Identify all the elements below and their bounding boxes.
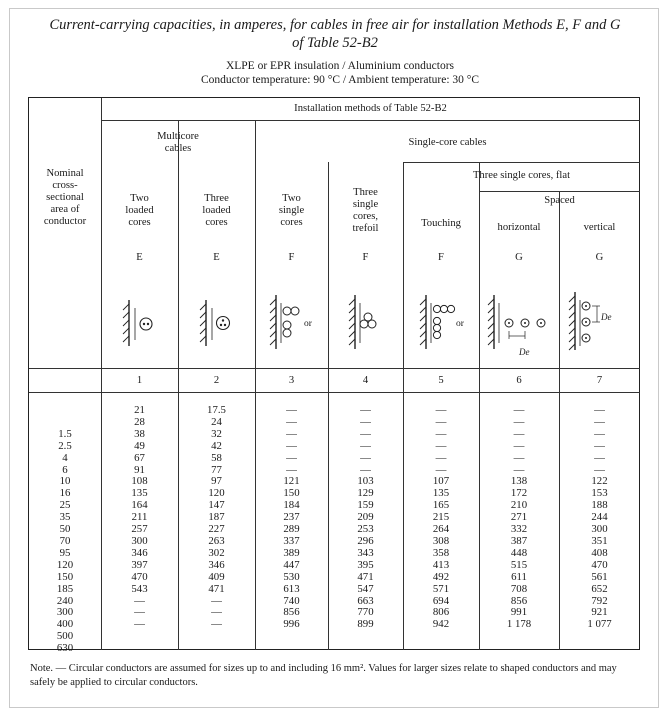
- table-cell: 21: [134, 404, 145, 416]
- table-cell: —: [594, 427, 605, 440]
- table-cell: 2.5: [58, 439, 72, 452]
- table-cell: —: [435, 427, 447, 440]
- table-cell: 708: [510, 582, 528, 595]
- table-cell: —: [513, 463, 525, 476]
- table-cell: 337: [283, 534, 300, 547]
- col2-heading: Three loaded cores: [202, 193, 231, 228]
- table-cell: 24: [211, 415, 222, 428]
- table-cell: 358: [432, 546, 450, 559]
- table-cell: 770: [357, 606, 374, 619]
- col3-values: [255, 405, 328, 631]
- title-line-2: of Table 52-B2: [292, 35, 378, 51]
- table-cell: 471: [357, 570, 374, 583]
- table-cell: 1 178: [506, 618, 532, 631]
- table-cell: 387: [510, 534, 528, 547]
- table-cell: 561: [591, 570, 608, 583]
- table-cell: —: [360, 463, 371, 476]
- table-cell: 663: [357, 594, 374, 607]
- table-cell: 70: [59, 534, 71, 547]
- table-cell: 1 077: [587, 618, 612, 631]
- table-cell: 613: [283, 582, 300, 595]
- table-cell: 856: [510, 594, 528, 607]
- col6-number: 6: [516, 375, 522, 386]
- col1-number: 1: [136, 375, 143, 386]
- table-cell: —: [435, 439, 447, 452]
- col4-values: [328, 405, 403, 631]
- table-cell: 209: [357, 511, 374, 524]
- table-cell: —: [360, 439, 371, 452]
- table-cell: —: [286, 415, 297, 428]
- singlecore-heading: Single-core cables: [408, 137, 487, 148]
- table-cell: —: [594, 415, 605, 428]
- diagram-multicore-two-icon: [119, 296, 159, 348]
- table-cell: 346: [208, 558, 225, 571]
- table-cell: 150: [56, 570, 74, 583]
- title-line-1: Current-carrying capacities, in amperes, for cables in free air for installation Methods E, F and G: [49, 17, 621, 33]
- table-cell: 28: [134, 415, 145, 428]
- three-flat-heading: Three single cores, flat: [472, 170, 571, 181]
- table-cell: 215: [432, 511, 450, 524]
- table-cell: 50: [59, 523, 71, 536]
- table-cell: 188: [591, 499, 608, 512]
- table-cell: 184: [283, 499, 300, 512]
- rule-methods: [101, 120, 640, 121]
- table-cell: 694: [432, 594, 450, 607]
- table-cell: 211: [131, 511, 148, 524]
- table-cell: 543: [131, 582, 148, 595]
- rule-three-flat: [403, 162, 640, 163]
- diagram-or-label-5: or: [456, 319, 464, 329]
- rule-header-bottom: [29, 368, 640, 369]
- table-cell: 185: [56, 582, 74, 595]
- table-cell: 150: [283, 487, 300, 500]
- table-cell: —: [360, 427, 371, 440]
- diagram-or-label-3: or: [304, 319, 312, 329]
- table-cell: 296: [357, 534, 374, 547]
- table-cell: 332: [510, 523, 528, 536]
- table-cell: —: [286, 404, 297, 416]
- table-cell: —: [594, 439, 605, 452]
- table-cell: 300: [131, 534, 148, 547]
- table-cell: 135: [432, 487, 450, 500]
- table-cell: 289: [283, 523, 300, 536]
- table-cell: 308: [432, 534, 450, 547]
- table-cell: 16: [59, 487, 71, 500]
- col4-method: F: [362, 252, 369, 263]
- table-cell: 500: [56, 630, 74, 643]
- table-cell: 942: [432, 618, 450, 631]
- table-cell: 121: [283, 475, 300, 488]
- table-cell: 470: [591, 558, 608, 571]
- table-cell: 740: [283, 594, 300, 607]
- table-cell: —: [513, 439, 525, 452]
- table-cell: 237: [283, 511, 300, 524]
- col3-number: 3: [288, 375, 295, 386]
- table-cell: —: [594, 451, 605, 464]
- diagram-de-label-7: De: [601, 312, 612, 322]
- table-cell: 172: [510, 487, 528, 500]
- table-cell: 49: [134, 439, 145, 452]
- table-cell: 257: [131, 523, 148, 536]
- table-cell: 77: [211, 463, 222, 476]
- table-cell: 253: [357, 523, 374, 536]
- temperature-info: Conductor temperature: 90 °C / Ambient temperature: 30 °C: [200, 74, 480, 86]
- capacity-table: [28, 97, 640, 655]
- table-cell: 470: [131, 570, 148, 583]
- table-cell: 42: [211, 439, 222, 452]
- table-cell: —: [134, 618, 145, 631]
- col2-number: 2: [213, 375, 220, 386]
- table-title: [20, 16, 650, 52]
- diagram-multicore-three-icon: [196, 296, 236, 348]
- table-cell: —: [513, 451, 525, 464]
- table-cell: —: [594, 463, 605, 476]
- table-cell: 210: [510, 499, 528, 512]
- multicore-heading: Multicore cables: [157, 131, 199, 154]
- size-values: [29, 429, 101, 655]
- col1-method: E: [136, 252, 143, 263]
- table-cell: 530: [283, 570, 300, 583]
- table-cell: 138: [510, 475, 528, 488]
- table-cell: —: [435, 451, 447, 464]
- col6-values: [479, 405, 559, 631]
- table-cell: —: [435, 415, 447, 428]
- table-cell: 1.5: [58, 427, 72, 440]
- col5-number: 5: [438, 375, 444, 386]
- col3-method: F: [288, 252, 295, 263]
- table-cell: 67: [134, 451, 145, 464]
- table-cell: 395: [357, 558, 374, 571]
- table-cell: 32: [211, 427, 222, 440]
- table-cell: —: [134, 594, 145, 607]
- table-cell: —: [594, 404, 605, 416]
- table-cell: 471: [208, 582, 225, 595]
- table-cell: 343: [357, 546, 374, 559]
- table-cell: 120: [56, 558, 74, 571]
- table-cell: 165: [432, 499, 450, 512]
- table-cell: 409: [208, 570, 225, 583]
- table-cell: 97: [211, 475, 222, 488]
- col4-number: 4: [362, 375, 369, 386]
- table-cell: 147: [208, 499, 225, 512]
- table-cell: 227: [208, 523, 225, 536]
- table-cell: —: [211, 594, 222, 607]
- col7-heading: vertical: [583, 222, 616, 233]
- table-cell: 448: [510, 546, 528, 559]
- table-cell: 4: [62, 451, 68, 464]
- table-cell: 38: [134, 427, 145, 440]
- spaced-heading: Spaced: [544, 195, 575, 206]
- table-cell: 547: [357, 582, 374, 595]
- table-cell: —: [286, 451, 297, 464]
- table-cell: —: [435, 463, 447, 476]
- table-cell: —: [513, 415, 525, 428]
- table-cell: 856: [283, 606, 300, 619]
- table-cell: —: [286, 463, 297, 476]
- col7-number: 7: [596, 375, 603, 386]
- table-cell: 611: [511, 570, 527, 583]
- table-cell: 187: [208, 511, 225, 524]
- col4-heading: Three single cores, trefoil: [352, 187, 379, 234]
- table-cell: 996: [283, 618, 300, 631]
- col1-values: [101, 405, 178, 631]
- table-cell: 58: [211, 451, 222, 464]
- col7-method: G: [595, 252, 604, 263]
- col1-heading: Two loaded cores: [125, 193, 154, 228]
- table-cell: 492: [432, 570, 450, 583]
- table-cell: —: [286, 439, 297, 452]
- table-cell: 240: [56, 594, 74, 607]
- table-cell: 264: [432, 523, 450, 536]
- table-cell: 159: [357, 499, 374, 512]
- table-cell: 792: [591, 594, 608, 607]
- table-cell: 571: [432, 582, 450, 595]
- table-cell: 271: [510, 511, 528, 524]
- table-cell: 806: [432, 606, 450, 619]
- table-cell: 413: [432, 558, 450, 571]
- size-column: [29, 405, 101, 679]
- table-cell: 244: [591, 511, 608, 524]
- insulation-info: XLPE or EPR insulation / Aluminium conductors: [225, 60, 455, 72]
- table-cell: 351: [591, 534, 608, 547]
- table-cell: 17.5: [207, 404, 226, 416]
- table-cell: —: [360, 415, 371, 428]
- table-cell: —: [513, 427, 525, 440]
- table-cell: 153: [591, 487, 608, 500]
- table-cell: 400: [56, 618, 74, 631]
- col6-heading: horizontal: [497, 222, 541, 233]
- table-cell: —: [360, 404, 371, 416]
- table-cell: 35: [59, 511, 71, 524]
- table-cell: —: [435, 404, 447, 416]
- table-note: Note. — Circular conductors are assumed for sizes up to and including 16 mm². Values for larger sizes relate to shaped conductors and may safely be applied to circular conductors.: [30, 663, 617, 688]
- methods-heading: Installation methods of Table 52-B2: [294, 103, 447, 114]
- table-cell: 515: [510, 558, 528, 571]
- table-cell: 263: [208, 534, 225, 547]
- col7-values: [559, 405, 640, 631]
- rule-numbers: [29, 392, 640, 393]
- table-cell: 164: [131, 499, 148, 512]
- table-cell: 122: [591, 475, 608, 488]
- table-cell: —: [211, 618, 222, 631]
- table-cell: 120: [208, 487, 225, 500]
- table-cell: —: [134, 606, 145, 619]
- diagram-de-label-6: De: [519, 347, 530, 357]
- table-cell: 95: [59, 546, 71, 559]
- table-cell: 103: [357, 475, 374, 488]
- table-cell: 447: [283, 558, 300, 571]
- nominal-heading: Nominal cross- sectional area of conductor: [43, 168, 87, 227]
- table-cell: 6: [62, 463, 68, 476]
- table-cell: 302: [208, 546, 225, 559]
- table-cell: 91: [134, 463, 145, 476]
- col6-method: G: [515, 252, 523, 263]
- table-cell: 397: [131, 558, 148, 571]
- table-cell: —: [286, 427, 297, 440]
- table-cell: 25: [59, 499, 71, 512]
- col5-method: F: [438, 252, 444, 263]
- table-cell: 108: [131, 475, 148, 488]
- table-cell: —: [513, 404, 525, 416]
- table-cell: 10: [59, 475, 71, 488]
- table-cell: —: [211, 606, 222, 619]
- col2-method: E: [213, 252, 220, 263]
- table-cell: —: [360, 451, 371, 464]
- table-cell: 300: [56, 606, 74, 619]
- table-cell: 389: [283, 546, 300, 559]
- table-cell: 129: [357, 487, 374, 500]
- table-cell: 107: [432, 475, 450, 488]
- table-cell: 921: [591, 606, 608, 619]
- col2-values: [178, 405, 255, 631]
- table-cell: 135: [131, 487, 148, 500]
- table-cell: 899: [357, 618, 374, 631]
- diagram-trefoil-icon: [346, 291, 386, 353]
- col3-heading: Two single cores: [278, 193, 305, 228]
- col5-heading: Touching: [421, 218, 461, 229]
- table-cell: 346: [131, 546, 148, 559]
- table-cell: 991: [510, 606, 528, 619]
- table-cell: 652: [591, 582, 608, 595]
- table-cell: 408: [591, 546, 608, 559]
- col5-values: [403, 405, 479, 631]
- table-cell: 630: [56, 642, 74, 655]
- table-cell: 300: [591, 523, 608, 536]
